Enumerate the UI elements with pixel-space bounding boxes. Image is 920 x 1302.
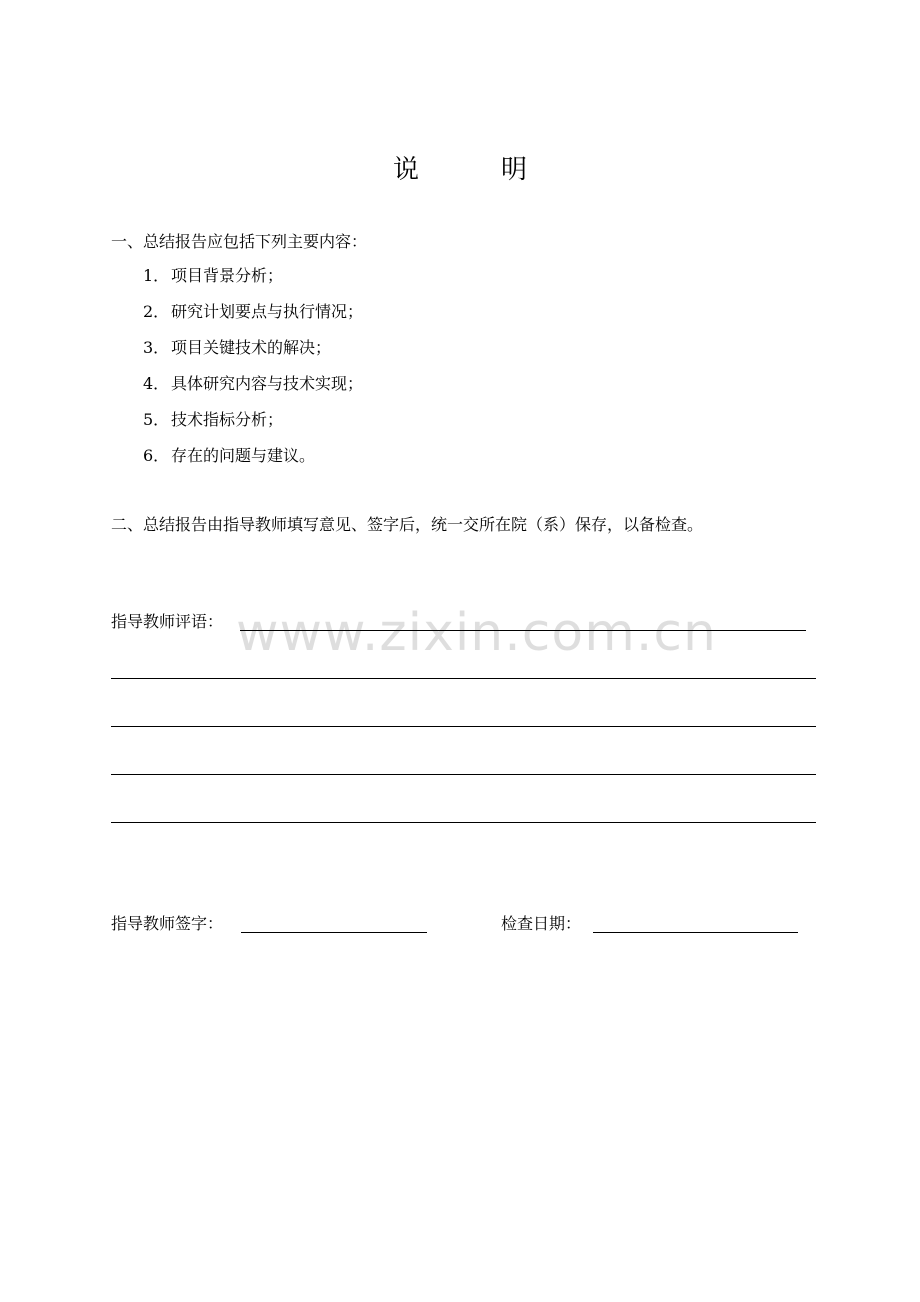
list-item-text: 研究计划要点与执行情况； (171, 302, 364, 321)
advisor-comments-line-5[interactable] (111, 822, 816, 823)
list-item (143, 372, 363, 408)
advisor-comments-line-3[interactable] (111, 726, 816, 727)
list-item-number: 6． (143, 446, 170, 465)
list-item-number: 1． (143, 266, 170, 285)
list-item-number: 2． (143, 302, 170, 321)
list-item-text: 项目关键技术的解决； (171, 338, 332, 357)
list-item-number: 5． (143, 410, 170, 429)
list-item-number: 4． (143, 374, 170, 393)
section-1-heading: 一、总结报告应包括下列主要内容： (111, 232, 368, 251)
advisor-signature-label: 指导教师签字： (111, 914, 224, 933)
list-item-text: 存在的问题与建议。 (171, 446, 316, 465)
list-item-text: 技术指标分析； (171, 410, 284, 429)
page-title-char-2: 明 (501, 155, 528, 185)
watermark: www.zixin.com.cn (236, 603, 717, 663)
advisor-comments-line-1[interactable] (240, 630, 806, 631)
list-item (143, 408, 363, 444)
check-date-line[interactable] (593, 932, 798, 933)
advisor-comments-line-4[interactable] (111, 774, 816, 775)
advisor-signature-line[interactable] (241, 932, 427, 933)
advisor-comments-label: 指导教师评语： (111, 612, 224, 631)
content-requirements-list (143, 264, 363, 480)
list-item (143, 300, 363, 336)
list-item-text: 项目背景分析； (171, 266, 284, 285)
advisor-comments-line-2[interactable] (111, 678, 816, 679)
check-date-label: 检查日期： (501, 914, 582, 933)
list-item (143, 336, 363, 372)
page-title (0, 150, 920, 190)
page-title-char-1: 说 (392, 155, 419, 185)
list-item-text: 具体研究内容与技术实现； (171, 374, 364, 393)
list-item (143, 444, 363, 480)
list-item (143, 264, 363, 300)
section-2-text: 二、总结报告由指导教师填写意见、签字后，统一交所在院（系）保存，以备检查。 (111, 515, 704, 534)
list-item-number: 3． (143, 338, 170, 357)
